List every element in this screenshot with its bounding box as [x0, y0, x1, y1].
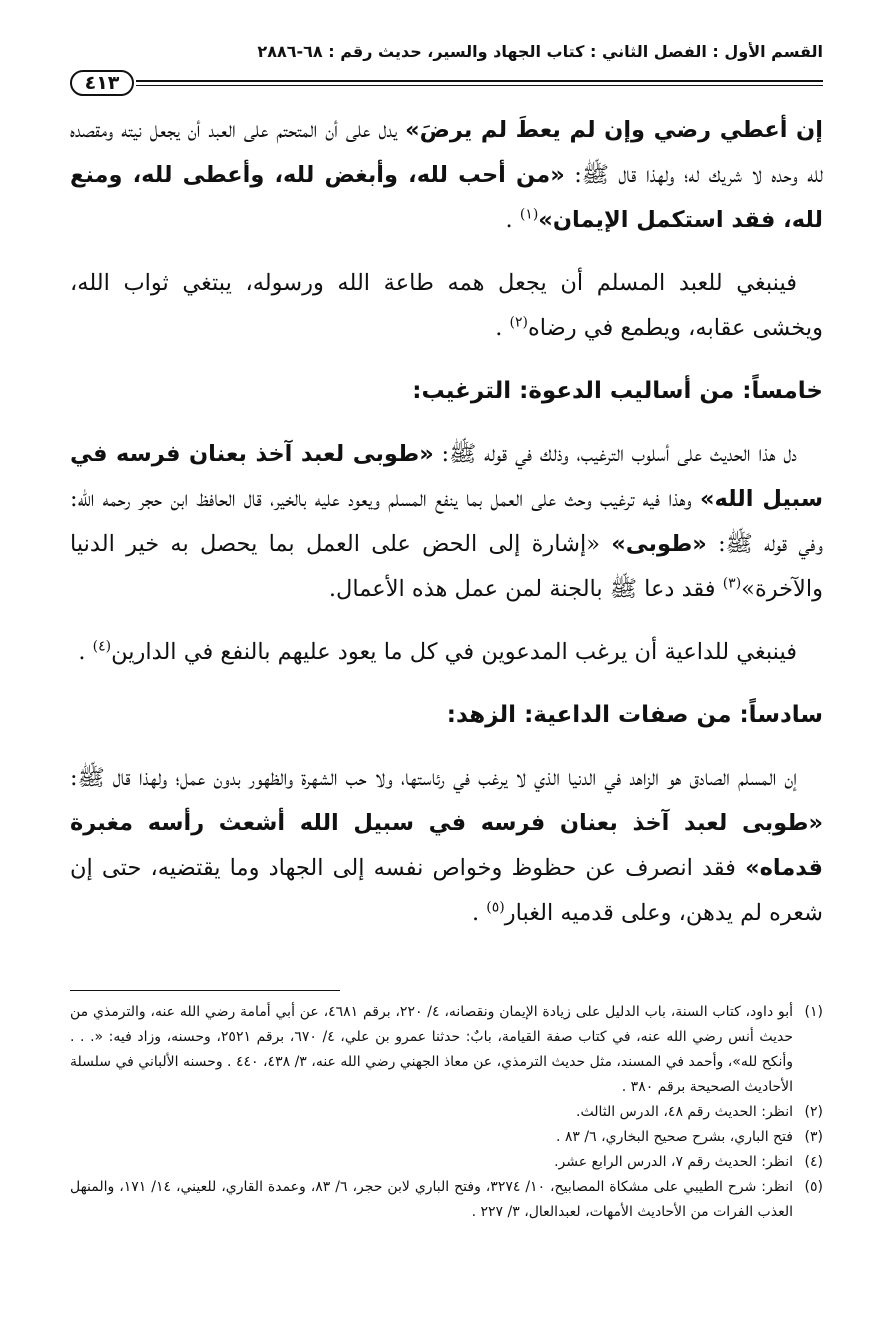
footnote-ref-4[interactable]: (٤) [92, 638, 112, 655]
hadith-quote: «طوبى لعبد آخذ بعنان فرسه في سبيل الله أشعث رأسه مغبرة قدماه» [70, 810, 823, 881]
header-rule-row [70, 70, 823, 98]
footnote-ref-2[interactable]: (٢) [509, 314, 528, 331]
header-rule-thick [136, 80, 823, 82]
paragraph-text: . [505, 207, 520, 233]
hadith-quote: «طوبى لعبد آخذ بعنان فرسه في سبيل الله» [70, 441, 823, 512]
paragraph-4 [70, 630, 823, 675]
paragraph-text: فقد انصرف عن حظوظ وخواص نفسه إلى الجهاد وما يقتضيه، حتى إن شعره لم يدهن، وعلى قدميه الغبار [70, 855, 823, 926]
footnote-separator [70, 990, 340, 991]
paragraph-text: «إشارة إلى الحض على العمل بما يحصل به خير الدنيا والآخرة» [70, 531, 823, 602]
footnote-ref-3[interactable]: (٣) [722, 575, 742, 592]
hadith-quote: «من أحب لله، وأبغض لله، وأعطى لله، ومنع لله، فقد استكمل الإيمان» [70, 162, 823, 233]
header-rule-thin [136, 85, 823, 86]
paragraph-text: . [495, 315, 510, 341]
section-heading-6: سادساً: من صفات الداعية: الزهد: [446, 702, 823, 728]
footnote-2 [70, 1100, 823, 1125]
footnote-text: انظر: شرح الطيبي على مشكاة المصابيح، ١٠/ ٣٢٧٤، وفتح الباري لابن حجر، ٦/ ٨٣، وعمدة القاري، للعيني، ١٤/ ١٧١، والمنهل العذب الفرات من الأحاديث الأمهات، لعبدالعال، ٣/ ٢٢٧ . [70, 1179, 794, 1220]
paragraph-text: . [78, 639, 93, 665]
running-header: القسم الأول : الفصل الثاني : كتاب الجهاد والسير، حديث رقم : ٦٨-٢٨٨٦ [257, 42, 823, 61]
paragraph-text: فقد دعا ﷺ بالجنة لمن عمل هذه الأعمال. [328, 576, 723, 602]
paragraph-2 [70, 261, 823, 351]
paragraph-3 [70, 432, 823, 612]
footnote-ref-1[interactable]: (١) [519, 206, 539, 223]
paragraph-text: فينبغي للداعية أن يرغب المدعوين في كل ما يعود عليهم بالنفع في الدارين [111, 639, 797, 665]
footnote-text: أبو داود، كتاب السنة، باب الدليل على زيادة الإيمان ونقصانه، ٤/ ٢٢٠، برقم ٤٦٨١، عن أبي أمامة رضي الله عنه، والترمذي من حديث أنس رضي الله عنه، في كتاب صفة القيامة، بابٌ: حدثنا عمرو بن علي، ٤/ ٦٧٠، برقم ٢٥٢١، وحسنه، وزاد فيه: «. . . وأنكح لله»، وأحمد في المسند، مثل حديث الترمذي، عن معاذ الجهني رضي الله عنه، ٣/ ٤٣٨، ٤٤٠ . وحسنه الألباني في سلسلة الأحاديث الصحيحة برقم ٣٨٠ . [70, 1004, 794, 1095]
paragraph-text: دل هذا الحديث على أسلوب الترغيب، وذلك في قوله ﷺ: [433, 441, 797, 467]
footnote-number: (٣) [804, 1129, 823, 1145]
page-number: ٤١٣ [70, 70, 134, 96]
footnote-text: فتح الباري، بشرح صحيح البخاري، ٦/ ٨٣ . [556, 1129, 793, 1145]
paragraph-5 [70, 756, 823, 936]
footnote-number: (٥) [804, 1179, 823, 1195]
footnote-4 [70, 1150, 823, 1175]
footnote-3 [70, 1125, 823, 1150]
footnote-number: (٢) [804, 1104, 823, 1120]
footnote-1 [70, 1000, 823, 1100]
quote-bold: إن أعطي رضي وإن لم يعطَ لم يرضَ» [405, 117, 823, 143]
footnote-ref-5[interactable]: (٥) [486, 899, 505, 916]
paragraph-1 [70, 108, 823, 243]
main-text [70, 108, 823, 954]
footnote-number: (٤) [804, 1154, 823, 1170]
paragraph-text: . [471, 900, 487, 926]
paragraph-text: وهذا فيه ترغيب وحث على العمل بما ينفع المسلم ويعود عليه بالخير، قال الحافظ ابن حجر رحمه الله: وفي قوله ﷺ: [70, 486, 823, 557]
footnotes [70, 1000, 823, 1225]
footnote-text: انظر: الحديث رقم ٤٨، الدرس الثالث. [576, 1104, 793, 1120]
section-heading-5: خامساً: من أساليب الدعوة: الترغيب: [412, 378, 823, 404]
footnote-number: (١) [804, 1004, 823, 1020]
paragraph-text: فينبغي للعبد المسلم أن يجعل همه طاعة الله ورسوله، يبتغي ثواب الله، ويخشى عقابه، ويطمع في رضاه [70, 270, 823, 341]
footnote-text: انظر: الحديث رقم ٧، الدرس الرابع عشر. [554, 1154, 793, 1170]
paragraph-text: إن المسلم الصادق هو الزاهد في الدنيا الذي لا يرغب في رئاستها، ولا حب الشهرة والظهور بدون عمل؛ ولهذا قال ﷺ: [70, 765, 797, 791]
paragraph-text: يدل على أن المتحتم على العبد أن يجعل نيته ومقصده لله وحده لا شريك له؛ ولهذا قال ﷺ: [70, 117, 823, 188]
hadith-quote: «طوبى» [611, 531, 707, 557]
footnote-5 [70, 1175, 823, 1225]
